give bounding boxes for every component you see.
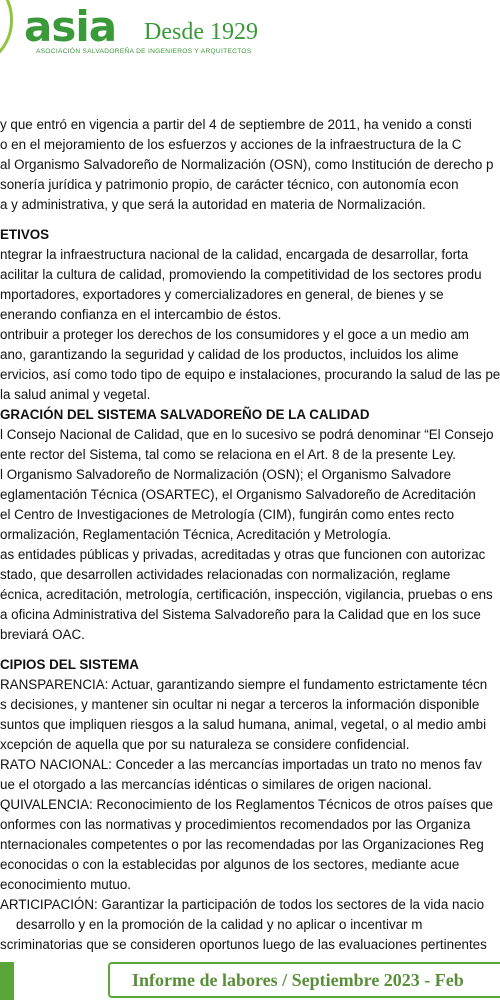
body-line: acilitar la cultura de calidad, promoviendo la competitividad de los sectores produ xyxy=(0,267,482,282)
body-line: onformes con las normativas y procedimientos recomendados por las Organiza xyxy=(0,817,471,832)
body-line: ente rector del Sistema, tal como se relaciona en el Art. 8 de la presente Ley. xyxy=(0,447,457,462)
body-line: desarrollo y en la promoción de la calidad y no aplicar o incentivar m xyxy=(16,917,423,932)
body-line: ontribuir a proteger los derechos de los consumidores y el goce a un medio am xyxy=(0,327,469,342)
logo-word: asia xyxy=(24,2,117,51)
body-line: l Organismo Salvadoreño de Normalización (OSN); el Organismo Salvadore xyxy=(0,467,452,482)
body-line: enerando confianza en el intercambio de éstos. xyxy=(0,307,282,322)
body-line: ue el otorgado a las mercancías idénticas o similares de origen nacional. xyxy=(0,777,432,792)
body-line: stado, que desarrollen actividades relacionadas con normalización, reglame xyxy=(0,567,451,582)
body-line: QUIVALENCIA: Reconocimiento de los Reglamentos Técnicos de otros países que xyxy=(0,797,493,812)
body-line: a y administrativa, y que será la autoridad en materia de Normalización. xyxy=(0,197,426,212)
body-line: o en el mejoramiento de los esfuerzos y acciones de la infraestructura de la C xyxy=(0,137,462,152)
body-line: sonería jurídica y patrimonio propio, de carácter técnico, con autonomía econ xyxy=(0,177,459,192)
body-line: ormalización, Reglamentación Técnica, Acreditación y Metrología. xyxy=(0,527,392,542)
body-line: suntos que impliquen riesgos a la salud humana, animal, vegetal, o al medio ambi xyxy=(0,717,487,732)
section-heading-integracion: GRACIÓN DEL SISTEMA SALVADOREÑO DE LA CALIDAD xyxy=(0,407,370,422)
body-line: as entidades públicas y privadas, acreditadas y otras que funcionen con autorizac xyxy=(0,547,486,562)
body-line: el Centro de Investigaciones de Metrología (CIM), fungirán como entes recto xyxy=(0,507,455,522)
footer-report-title: Informe de labores / Septiembre 2023 - Feb xyxy=(132,970,464,990)
logo-since: Desde 1929 xyxy=(144,19,258,45)
asia-logo xyxy=(24,4,294,64)
body-line: al Organismo Salvadoreño de Normalización (OSN), como Institución de derecho p xyxy=(0,157,494,172)
body-line: RATO NACIONAL: Conceder a las mercancías importadas un trato no menos fav xyxy=(0,757,482,772)
body-line: xcepción de aquella que por su naturaleza se considere confidencial. xyxy=(0,737,410,752)
body-line: ervicios, así como todo tipo de equipo e instalaciones, procurando la salud de las pe xyxy=(0,367,500,382)
body-line: y que entró en vigencia a partir del 4 de septiembre de 2011, ha venido a consti xyxy=(0,117,472,132)
body-line: eglamentación Técnica (OSARTEC), el Organismo Salvadoreño de Acreditación xyxy=(0,487,476,502)
body-line: nternacionales competentes o por las recomendadas por las Organizaciones Reg xyxy=(0,837,484,852)
body-line: l Consejo Nacional de Calidad, que en lo sucesivo se podrá denominar “El Consejo xyxy=(0,427,494,442)
logo-subtitle: ASOCIACIÓN SALVADOREÑA DE INGENIEROS Y ARQUITECTOS xyxy=(36,48,252,55)
body-line: breviará OAC. xyxy=(0,627,85,642)
body-line: econocidas o con la establecidas por algunos de los sectores, mediante acue xyxy=(0,857,460,872)
body-line: scriminatorias que se consideren oportunos luego de las evaluaciones pertinentes xyxy=(0,937,487,952)
body-line: ARTICIPACIÓN: Garantizar la participación de todos los sectores de la vida nacio xyxy=(0,897,485,912)
body-line: a oficina Administrativa del Sistema Salvadoreño para la Calidad que en los suce xyxy=(0,607,481,622)
body-line: econocimiento mutuo. xyxy=(0,877,132,892)
body-line: mportadores, exportadores y comercializadores en general, de bienes y se xyxy=(0,287,444,302)
decorative-arc xyxy=(0,0,13,68)
body-line: ntegrar la infraestructura nacional de la calidad, encargada de desarrollar, forta xyxy=(0,247,469,262)
section-heading-objetivos: ETIVOS xyxy=(0,227,50,242)
body-line: la salud animal y vegetal. xyxy=(0,387,151,402)
section-heading-principios: CIPIOS DEL SISTEMA xyxy=(0,657,139,672)
body-line: ano, garantizando la seguridad y calidad de los productos, incluidos los alime xyxy=(0,347,459,362)
body-line: s decisiones, y mantener sin ocultar ni negar a terceros la información disponible xyxy=(0,697,480,712)
footer-accent-bar xyxy=(0,962,14,1000)
body-line: écnica, acreditación, metrología, certificación, inspección, vigilancia, pruebas o ens xyxy=(0,587,493,602)
body-line: RANSPARENCIA: Actuar, garantizando siempre el fundamento estrictamente técn xyxy=(0,677,488,692)
